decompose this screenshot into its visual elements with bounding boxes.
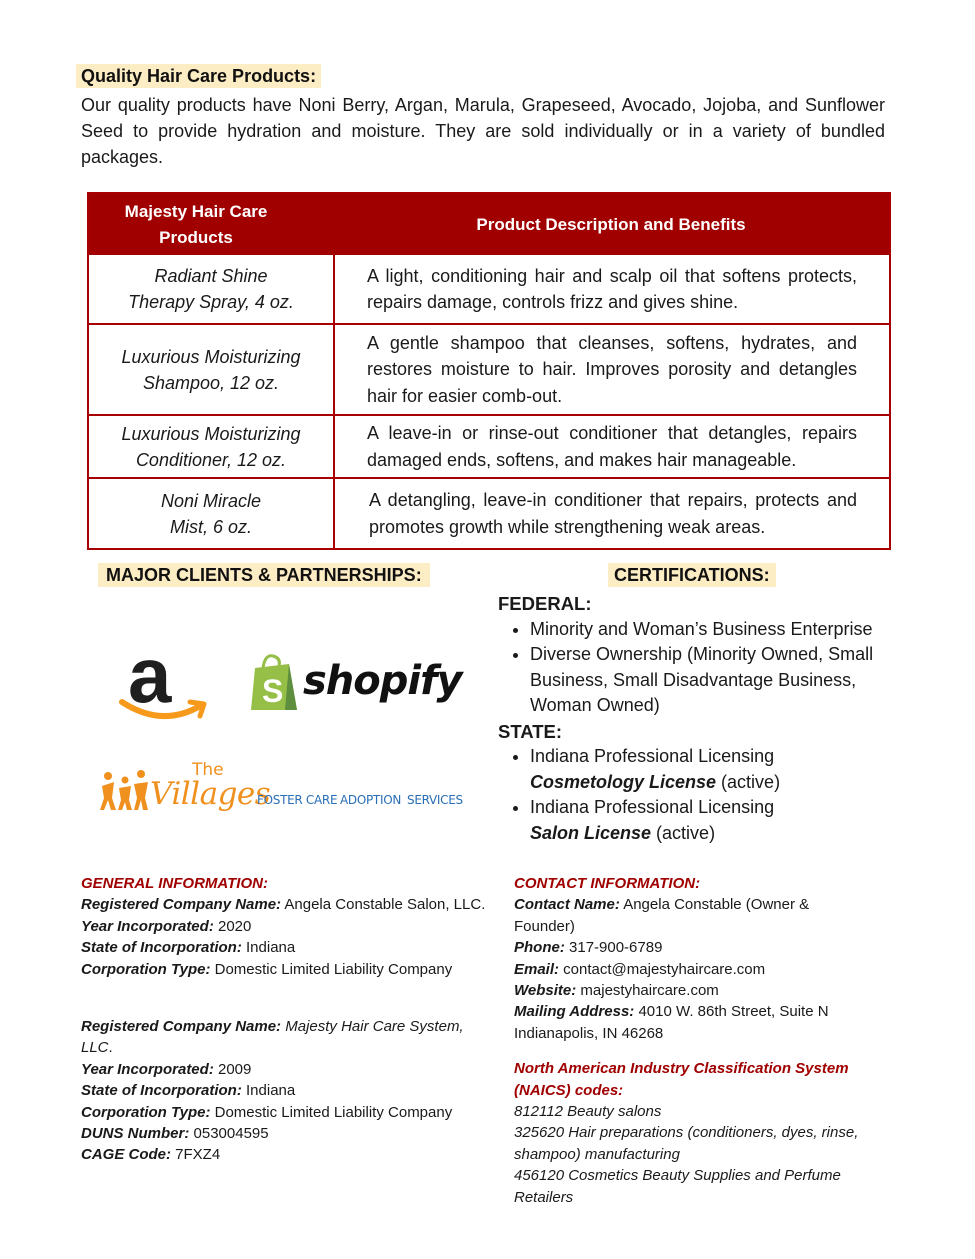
product-name-line: Shampoo, 12 oz. bbox=[142, 372, 280, 393]
general-value: Angela Constable Salon, LLC. bbox=[281, 896, 486, 914]
general-value: Domestic Limited Liability Company bbox=[210, 960, 453, 978]
products-col1-label: Majesty Hair Care Products bbox=[124, 201, 268, 247]
contact-label: Contact Name: bbox=[514, 896, 620, 914]
federal-item: • Minority and Woman’s Business Enterprise bbox=[530, 617, 908, 643]
product-row bbox=[89, 255, 889, 323]
amazon-logo-icon bbox=[116, 640, 212, 726]
product-row bbox=[89, 414, 889, 477]
shopify-bag-icon bbox=[249, 654, 299, 712]
contact-line bbox=[514, 959, 874, 980]
state-item-prefix: Indiana Professional Licensing bbox=[530, 797, 775, 817]
state-item bbox=[530, 744, 908, 795]
contact-value: majestyhaircare.com bbox=[576, 982, 719, 1000]
contact-line bbox=[514, 894, 874, 937]
contact-value: contact@majestyhaircare.com bbox=[559, 960, 766, 978]
general-heading: GENERAL INFORMATION: bbox=[81, 875, 268, 892]
state-item bbox=[530, 795, 908, 846]
product-name-line: Mist, 6 oz. bbox=[169, 516, 253, 537]
general-label: Corporation Type: bbox=[81, 1103, 211, 1121]
contact-label: Mailing Address: bbox=[514, 1003, 635, 1021]
general-line bbox=[81, 1059, 491, 1080]
general-value: Majesty Hair Care System, LLC bbox=[81, 1018, 464, 1057]
product-description: A gentle shampoo that cleanses, softens, hydrates, and restores moisture to hair. Improves porosity and detangles hair for easier comb-out. bbox=[367, 332, 857, 406]
general-line bbox=[81, 1144, 491, 1165]
general-line bbox=[81, 1016, 491, 1059]
product-name-line: Therapy Spray, 4 oz. bbox=[128, 292, 294, 312]
product-name-line: Luxurious Moisturizing bbox=[121, 346, 301, 367]
general-label: Registered Company Name: bbox=[81, 1018, 282, 1036]
product-description: A leave-in or rinse-out conditioner that detangles, repairs damaged ends, softens, and makes hair manageable. bbox=[367, 423, 857, 470]
product-name bbox=[89, 255, 335, 323]
product-name bbox=[89, 479, 335, 548]
svg-text:S: S bbox=[262, 673, 284, 709]
general-value: 2009 bbox=[213, 1060, 252, 1078]
general-info bbox=[81, 873, 491, 1166]
general-label: State of Incorporation: bbox=[81, 1082, 242, 1100]
general-value: Indiana bbox=[241, 1082, 296, 1100]
villages-tag-adoption: ADOPTION bbox=[340, 793, 402, 807]
general-value: 2020 bbox=[213, 917, 252, 935]
villages-the: The bbox=[192, 760, 224, 780]
quality-heading: Quality Hair Care Products: bbox=[76, 64, 321, 88]
general-line bbox=[81, 1102, 491, 1123]
contact-value: 317-900-6789 bbox=[564, 939, 663, 957]
certifications-list bbox=[498, 591, 908, 846]
product-row bbox=[89, 477, 889, 548]
contact-line bbox=[514, 1001, 859, 1044]
products-table bbox=[87, 192, 891, 550]
products-col-header-name bbox=[89, 194, 303, 255]
state-item-status: (active) bbox=[651, 822, 716, 843]
general-label: DUNS Number: bbox=[81, 1125, 190, 1143]
contact-line bbox=[514, 980, 874, 1001]
product-description: A detangling, leave-in conditioner that repairs, protects and promotes growth while strengthening weak areas. bbox=[369, 490, 857, 537]
family-figures-icon bbox=[98, 768, 150, 812]
shopify-wordmark: shopify bbox=[303, 658, 462, 704]
state-item-status: (active) bbox=[716, 771, 781, 792]
naics-code: 812112 Beauty salons bbox=[514, 1103, 662, 1121]
state-item-prefix: Indiana Professional Licensing bbox=[530, 746, 775, 766]
general-line bbox=[81, 959, 491, 980]
general-line bbox=[81, 1080, 491, 1101]
federal-label: FEDERAL: bbox=[498, 593, 592, 614]
contact-value: 4010 W. 86th Street, Suite N Indianapolis, IN 46268 bbox=[514, 1003, 829, 1042]
general-label: State of Incorporation: bbox=[81, 939, 242, 957]
state-list bbox=[498, 744, 908, 846]
product-row bbox=[89, 323, 889, 414]
federal-list bbox=[498, 617, 908, 719]
shopify-logo bbox=[249, 654, 462, 714]
contact-heading: CONTACT INFORMATION: bbox=[514, 875, 701, 892]
state-item-license: Salon License bbox=[530, 822, 652, 843]
general-label: Registered Company Name: bbox=[81, 896, 282, 914]
product-name-line: Radiant Shine bbox=[154, 266, 268, 286]
general-value: 053004595 bbox=[189, 1125, 269, 1143]
products-table-header bbox=[89, 194, 889, 255]
federal-item: • Diverse Ownership (Minority Owned, Small Business, Small Disadvantage Business, Woman Owned) bbox=[530, 642, 902, 719]
products-col-header-description: Product Description and Benefits bbox=[476, 214, 746, 234]
general-label: Year Incorporated: bbox=[81, 1060, 214, 1078]
quality-intro: Our quality products have Noni Berry, Argan, Marula, Grapeseed, Avocado, Jojoba, and Sunflower Seed to provide hydration and moisture. They are sold individually or in a variety of bundled packages. bbox=[81, 95, 885, 167]
general-label: Year Incorporated: bbox=[81, 917, 214, 935]
contact-line bbox=[514, 937, 874, 958]
general-label: Corporation Type: bbox=[81, 960, 211, 978]
contact-info bbox=[514, 873, 874, 1208]
svg-text:a: a bbox=[128, 640, 172, 719]
certifications-heading: CERTIFICATIONS: bbox=[608, 563, 776, 587]
villages-name: Villages bbox=[150, 776, 271, 812]
clients-heading: MAJOR CLIENTS & PARTNERSHIPS: bbox=[98, 563, 430, 587]
product-name bbox=[89, 416, 335, 477]
contact-label: Email: bbox=[514, 960, 560, 978]
general-value: Domestic Limited Liability Company bbox=[210, 1103, 453, 1121]
contact-label: Website: bbox=[514, 982, 577, 1000]
villages-tag-foster: FOSTER CARE bbox=[257, 793, 338, 807]
villages-logo bbox=[98, 760, 463, 820]
general-value: 7FXZ4 bbox=[171, 1146, 221, 1164]
state-item-license: Cosmetology License bbox=[530, 771, 717, 792]
general-line bbox=[81, 1123, 491, 1144]
general-line bbox=[81, 894, 491, 915]
naics-code: 325620 Hair preparations (conditioners, dyes, rinse, shampoo) manufacturing bbox=[514, 1124, 859, 1163]
state-label: STATE: bbox=[498, 720, 563, 742]
contact-label: Phone: bbox=[514, 939, 565, 957]
product-name bbox=[89, 325, 335, 414]
general-value-tail: . bbox=[108, 1039, 113, 1057]
general-line bbox=[81, 937, 491, 958]
product-name-line: Luxurious Moisturizing bbox=[121, 423, 301, 444]
product-name-line: Conditioner, 12 oz. bbox=[135, 449, 287, 470]
contact-value: Angela Constable (Owner & Founder) bbox=[514, 896, 810, 935]
general-label: CAGE Code: bbox=[81, 1146, 171, 1164]
naics-code: 456120 Cosmetics Beauty Supplies and Perfume Retailers bbox=[514, 1167, 841, 1206]
product-name-line: Noni Miracle bbox=[160, 490, 262, 511]
general-value: Indiana bbox=[241, 939, 296, 957]
villages-tag-services: SERVICES bbox=[407, 793, 463, 807]
general-line bbox=[81, 916, 491, 937]
naics-heading: North American Industry Classification System (NAICS) codes: bbox=[514, 1060, 849, 1099]
product-description: A light, conditioning hair and scalp oil that softens protects, repairs damage, controls frizz and gives shine. bbox=[367, 265, 857, 312]
